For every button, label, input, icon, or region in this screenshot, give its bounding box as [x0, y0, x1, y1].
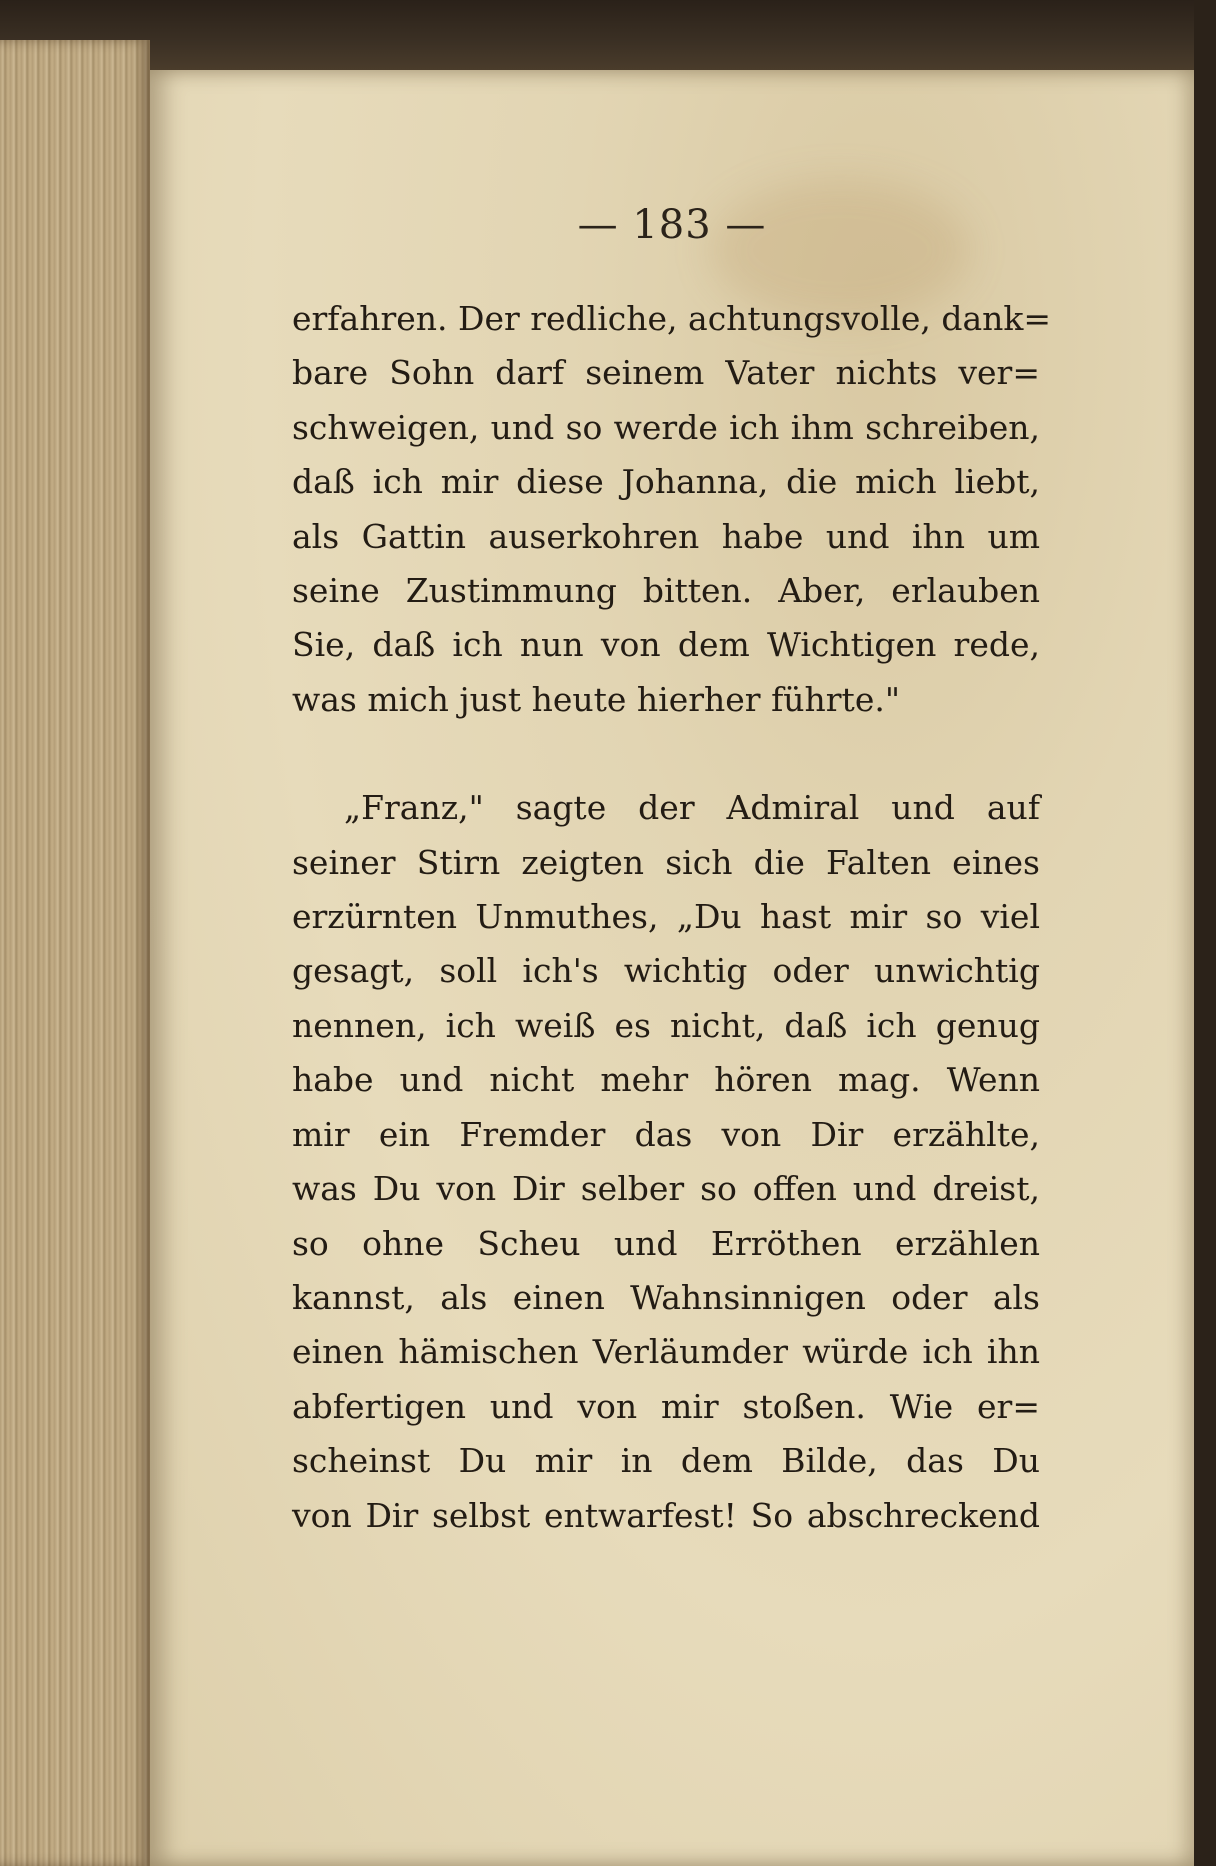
- text-line: mir ein Fremder das von Dir erzählte,: [292, 1114, 1040, 1154]
- text-line: was Du von Dir selber so offen und dreist,: [292, 1169, 1040, 1209]
- text-line: kannst, als einen Wahnsinnigen oder als: [292, 1277, 1040, 1317]
- text-line: einen hämischen Verläumder würde ich ihn: [292, 1332, 1040, 1372]
- text-line: daß ich mir diese Johanna, die mich liebt,: [292, 462, 1040, 502]
- text-line: gesagt, soll ich's wichtig oder unwichtig: [292, 951, 1040, 991]
- body-text: [292, 292, 1052, 1543]
- book-cover-right: [1194, 0, 1216, 1866]
- text-line: was mich just heute hierher führte.": [292, 679, 901, 719]
- page-edges: [0, 40, 150, 1866]
- text-line: als Gattin auserkohren habe und ihn um: [292, 516, 1040, 556]
- text-line: von Dir selbst entwarfest! So abschreckend: [292, 1495, 1040, 1535]
- text-line: seiner Stirn zeigten sich die Falten eines: [292, 842, 1040, 882]
- text-line: erfahren. Der redliche, achtungsvolle, dank=: [292, 299, 1052, 338]
- text-line: so ohne Scheu und Erröthen erzählen: [292, 1223, 1040, 1263]
- text-line: habe und nicht mehr hören mag. Wenn: [292, 1060, 1040, 1100]
- text-line: Sie, daß ich nun von dem Wichtigen rede,: [292, 625, 1040, 665]
- paragraph-gap: [292, 727, 1040, 781]
- paragraph-1: [292, 292, 1052, 727]
- paragraph-2: [292, 781, 1040, 1543]
- text-line: erzürnten Unmuthes, „Du hast mir so viel: [292, 897, 1040, 937]
- text-line: nennen, ich weiß es nicht, daß ich genug: [292, 1005, 1040, 1045]
- page-number-header: — 183 —: [577, 202, 767, 248]
- text-line: bare Sohn darf seinem Vater nichts ver=: [292, 353, 1040, 393]
- text-line: abfertigen und von mir stoßen. Wie er=: [292, 1386, 1040, 1426]
- text-line: seine Zustimmung bitten. Aber, erlauben: [292, 571, 1040, 611]
- page-sheet: [150, 70, 1194, 1866]
- text-line: schweigen, und so werde ich ihm schreiben,: [292, 407, 1040, 447]
- text-line: „Franz," sagte der Admiral und auf: [344, 788, 1040, 828]
- book-cover-top: [0, 0, 1216, 70]
- text-line: scheinst Du mir in dem Bilde, das Du: [292, 1441, 1040, 1481]
